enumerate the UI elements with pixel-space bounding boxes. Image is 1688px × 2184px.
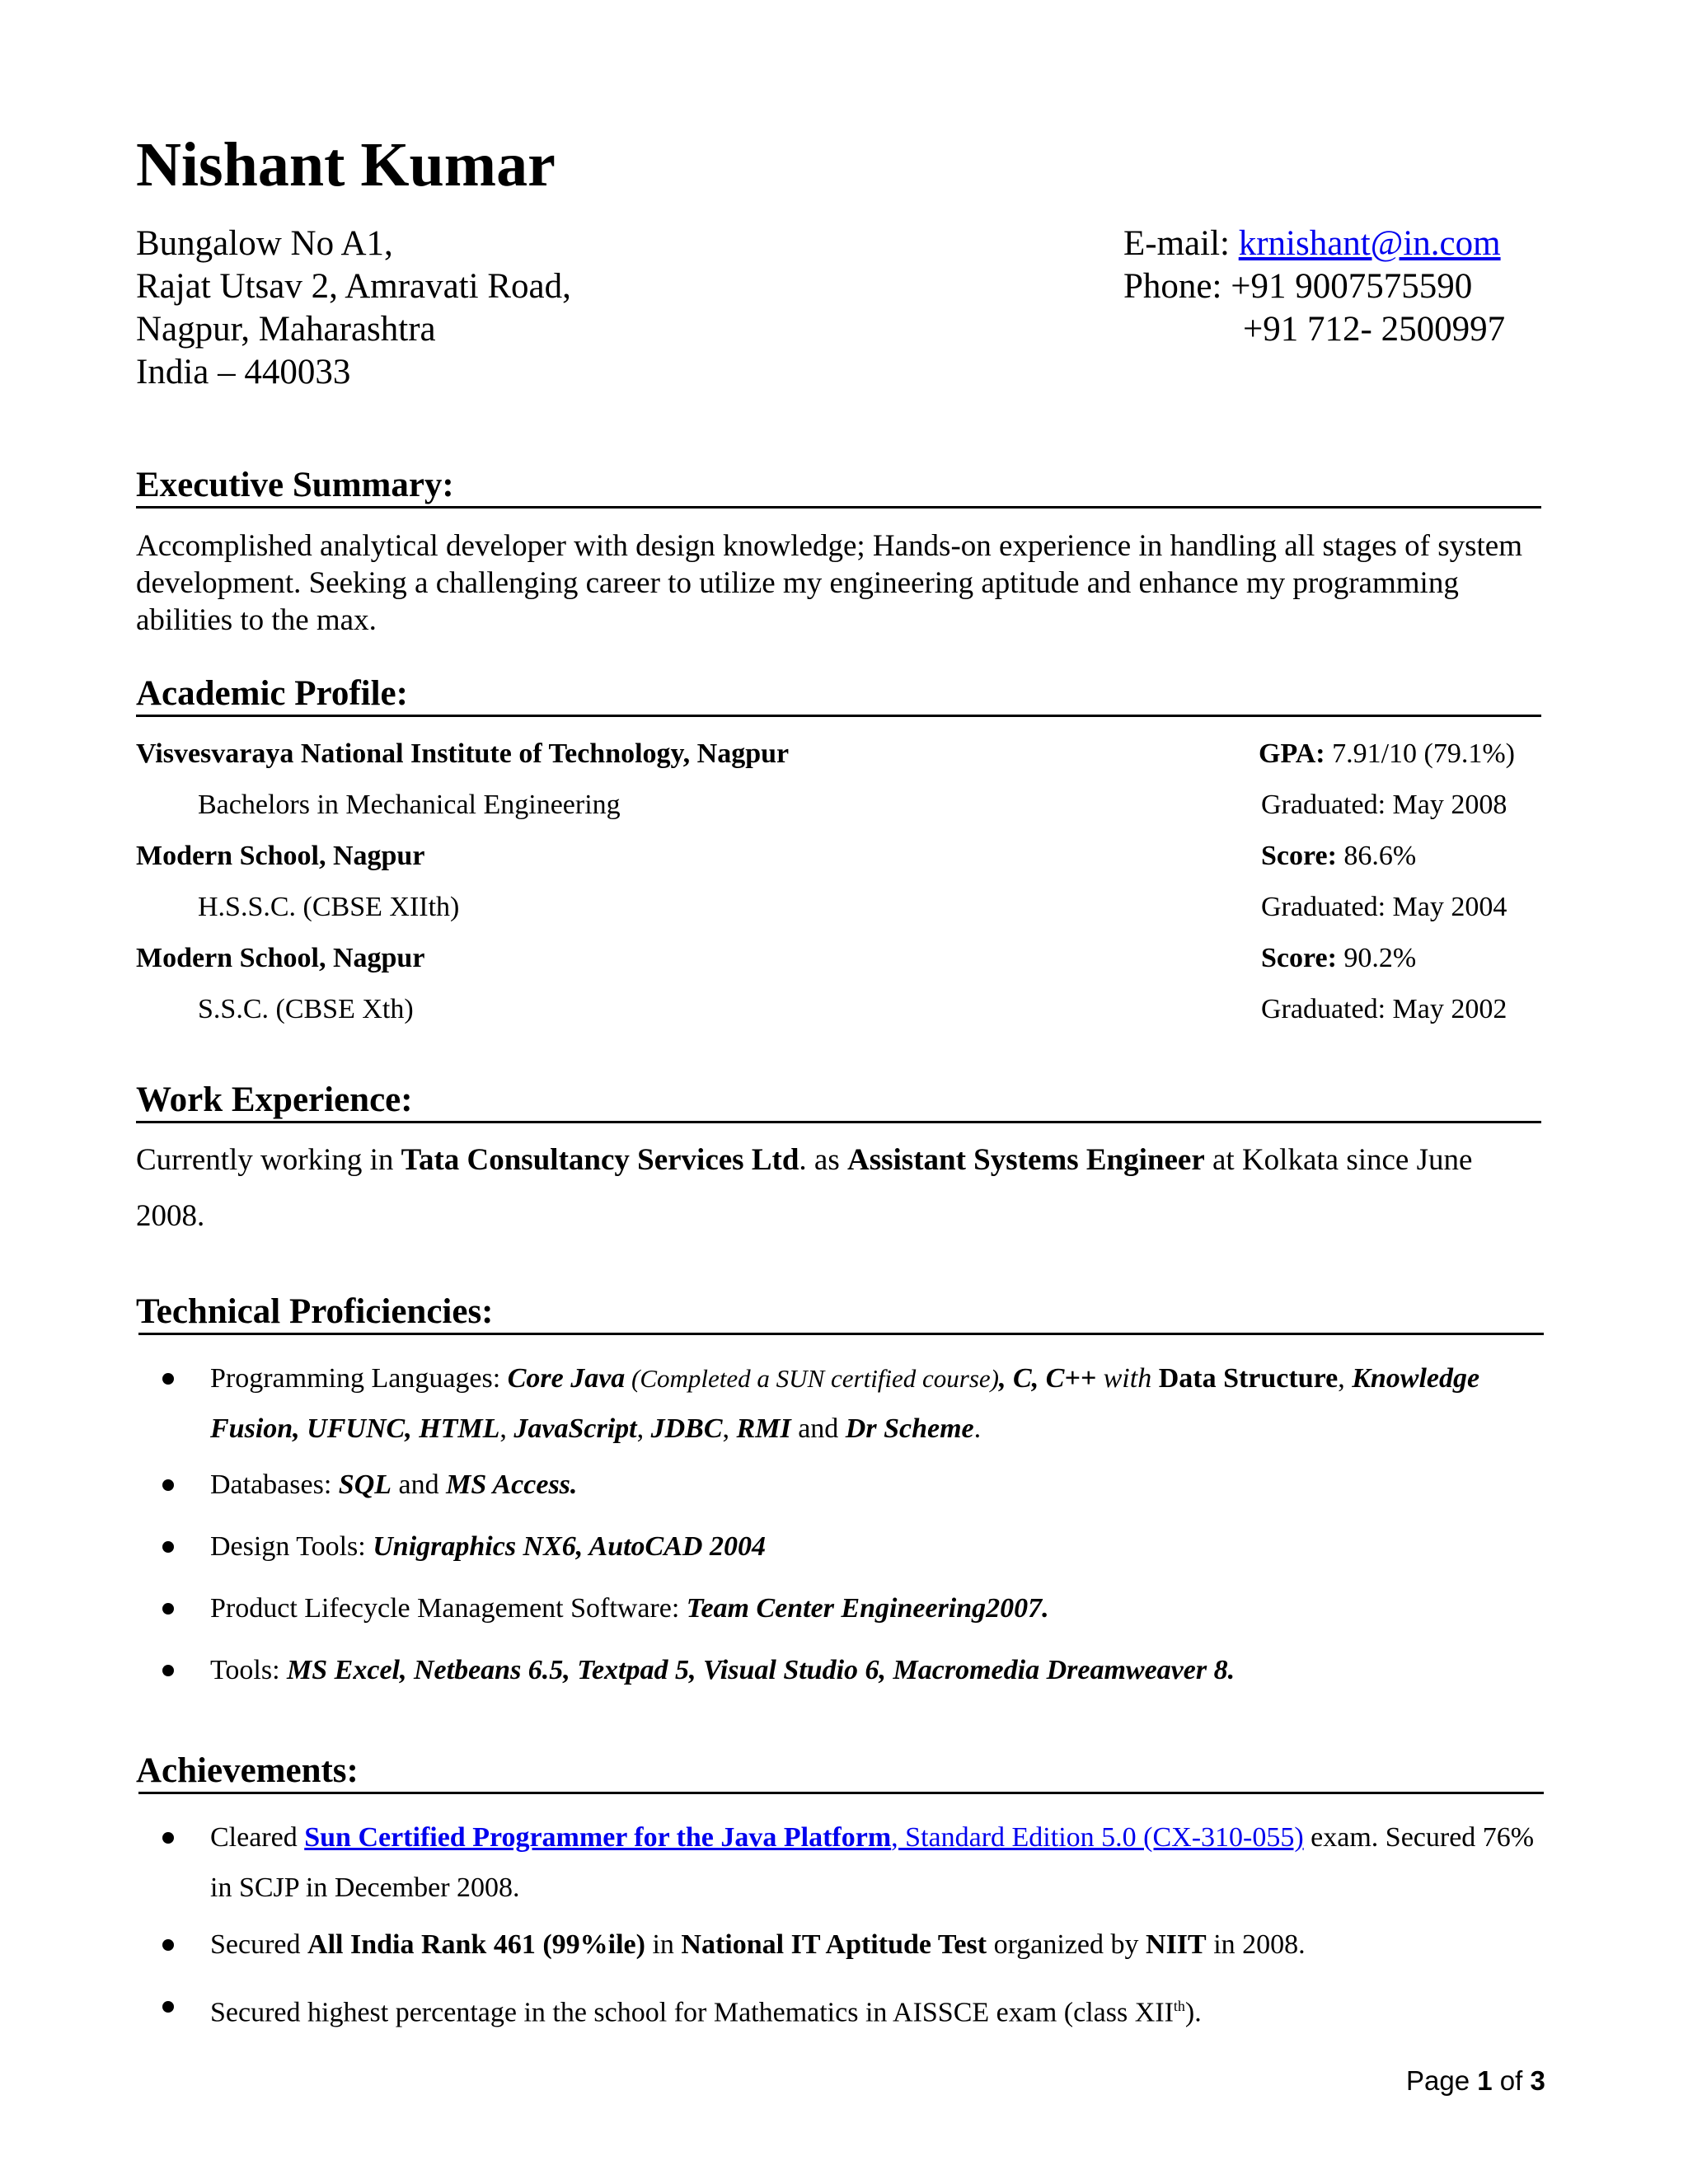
skill-label: Design Tools: bbox=[210, 1531, 373, 1562]
skill-value: Knowledge Fusion, UFUNC, HTML bbox=[210, 1363, 1480, 1444]
skill-value: Team Center Engineering2007. bbox=[686, 1593, 1049, 1624]
work-text-part: at Kolkata since June 2008. bbox=[136, 1143, 1473, 1233]
skill-value: Unigraphics NX6, AutoCAD 2004 bbox=[373, 1531, 766, 1562]
skill-value: JavaScript bbox=[513, 1413, 637, 1444]
skill-programming-languages bbox=[210, 1353, 1545, 1454]
score-label: GPA: bbox=[1259, 738, 1325, 769]
skill-text: , bbox=[636, 1413, 651, 1444]
bullet-icon bbox=[162, 1832, 174, 1844]
achievement-text: in 2008. bbox=[1206, 1929, 1306, 1960]
work-text bbox=[136, 1132, 1537, 1244]
skill-design-tools bbox=[210, 1521, 1545, 1572]
score-line bbox=[1261, 842, 1416, 870]
score-line bbox=[1259, 740, 1515, 768]
skill-value: MS Excel, Netbeans 6.5, Textpad 5, Visual Studio 6, Macromedia Dreamweaver 8. bbox=[287, 1655, 1236, 1685]
company-name: Tata Consultancy Services Ltd bbox=[401, 1143, 799, 1177]
degree-name: H.S.S.C. (CBSE XIIth) bbox=[198, 892, 460, 922]
page-label: Page bbox=[1406, 2065, 1478, 2096]
skill-value: Core Java bbox=[507, 1363, 626, 1394]
bullet-icon bbox=[162, 2001, 174, 2013]
achievement-text: Secured bbox=[210, 1929, 308, 1960]
graduation-date: Graduated: May 2004 bbox=[1261, 892, 1507, 922]
candidate-name: Nishant Kumar bbox=[136, 130, 556, 199]
superscript: th bbox=[1173, 1998, 1185, 2014]
bullet-icon bbox=[162, 1665, 174, 1676]
section-rule bbox=[136, 1121, 1541, 1123]
section-title-technical: Technical Proficiencies: bbox=[136, 1292, 494, 1331]
score-value: 86.6% bbox=[1336, 841, 1417, 871]
skill-value: Data Structure bbox=[1158, 1363, 1339, 1394]
bullet-icon bbox=[162, 1939, 174, 1951]
section-title-academic: Academic Profile: bbox=[136, 674, 408, 713]
bullet-icon bbox=[162, 1479, 174, 1491]
achievement-item bbox=[210, 1812, 1545, 1913]
achievement-text: Cleared bbox=[210, 1822, 305, 1853]
address-line-2: Rajat Utsav 2, Amravati Road, bbox=[136, 267, 571, 306]
email-line bbox=[1123, 226, 1501, 261]
bullet-icon bbox=[162, 1373, 174, 1385]
achievement-text: exam. Secured 76% in SCJP in December 2008. bbox=[210, 1822, 1535, 1903]
skill-text: , bbox=[499, 1413, 514, 1444]
achievement-text: organized by bbox=[987, 1929, 1146, 1960]
bullet-icon bbox=[162, 1541, 174, 1553]
page-number bbox=[1406, 2065, 1545, 2097]
skill-text: with bbox=[1096, 1363, 1159, 1394]
address-line-1: Bungalow No A1, bbox=[136, 224, 393, 263]
phone-label: Phone: bbox=[1123, 267, 1231, 306]
phone-primary: +91 9007575590 bbox=[1231, 267, 1473, 306]
skill-text: and bbox=[392, 1469, 447, 1500]
achievement-text: in bbox=[645, 1929, 682, 1960]
skill-value: RMI bbox=[736, 1413, 791, 1444]
skill-value: SQL bbox=[338, 1469, 392, 1500]
skill-label: Product Lifecycle Management Software: bbox=[210, 1593, 687, 1624]
address-line-3: Nagpur, Maharashtra bbox=[136, 310, 436, 349]
certification-link[interactable]: Sun Certified Programmer for the Java Platform bbox=[304, 1822, 892, 1853]
achievement-highlight: National IT Aptitude Test bbox=[681, 1929, 987, 1960]
skill-value: , C, C++ bbox=[999, 1363, 1097, 1394]
section-rule bbox=[138, 1792, 1544, 1794]
skill-text: , bbox=[1338, 1363, 1353, 1394]
total-pages: 3 bbox=[1530, 2065, 1545, 2096]
skill-label: Databases: bbox=[210, 1469, 339, 1500]
section-title-work: Work Experience: bbox=[136, 1080, 413, 1119]
degree-name: S.S.C. (CBSE Xth) bbox=[198, 994, 414, 1024]
skill-text: . bbox=[973, 1413, 982, 1444]
achievement-text: Secured highest percentage in the school for Mathematics in AISSCE exam (class XII bbox=[210, 1997, 1174, 2028]
phone-secondary: +91 712- 2500997 bbox=[1243, 310, 1506, 349]
section-title-summary: Executive Summary: bbox=[136, 466, 454, 504]
work-text-part: . as bbox=[799, 1143, 847, 1177]
phone-line bbox=[1123, 269, 1472, 304]
graduation-date: Graduated: May 2002 bbox=[1261, 994, 1507, 1024]
skill-tools bbox=[210, 1645, 1545, 1695]
institution-name: Modern School, Nagpur bbox=[136, 943, 425, 973]
achievement-item bbox=[210, 1919, 1545, 1970]
skill-databases bbox=[210, 1460, 1545, 1510]
skill-note: (Completed a SUN certified course) bbox=[625, 1364, 1000, 1393]
skill-value: JDBC bbox=[650, 1413, 723, 1444]
address-line-4: India – 440033 bbox=[136, 353, 351, 391]
score-value: 90.2% bbox=[1336, 943, 1417, 973]
skill-value: Dr Scheme bbox=[845, 1413, 974, 1444]
score-value: 7.91/10 (79.1%) bbox=[1325, 738, 1515, 769]
score-label: Score: bbox=[1261, 943, 1337, 973]
section-rule bbox=[136, 715, 1541, 717]
page-of-label: of bbox=[1492, 2065, 1531, 2096]
achievement-text: ). bbox=[1184, 1997, 1202, 2028]
skill-text: , bbox=[722, 1413, 737, 1444]
skill-value: MS Access. bbox=[446, 1469, 578, 1500]
skill-plm-software bbox=[210, 1583, 1545, 1633]
job-role: Assistant Systems Engineer bbox=[847, 1143, 1205, 1177]
achievement-item bbox=[210, 1981, 1545, 2037]
skill-label: Tools: bbox=[210, 1655, 288, 1685]
score-label: Score: bbox=[1261, 841, 1337, 871]
email-link[interactable]: krnishant@in.com bbox=[1238, 224, 1501, 263]
skill-text: and bbox=[790, 1413, 846, 1444]
summary-text: Accomplished analytical developer with design knowledge; Hands-on experience in handling all stages of system development. Seeking a challenging career to utilize my engineering aptitude and enhance my programming abilities to the max. bbox=[136, 529, 1523, 637]
degree-name: Bachelors in Mechanical Engineering bbox=[198, 790, 621, 820]
section-rule bbox=[136, 506, 1541, 509]
certification-link-detail[interactable]: , Standard Edition 5.0 (CX-310-055) bbox=[891, 1822, 1304, 1853]
achievement-highlight: All India Rank 461 (99%ile) bbox=[307, 1929, 645, 1960]
skill-label: Programming Languages: bbox=[210, 1363, 508, 1394]
achievement-highlight: NIIT bbox=[1146, 1929, 1207, 1960]
section-title-achievements: Achievements: bbox=[136, 1751, 359, 1790]
email-label: E-mail: bbox=[1123, 224, 1239, 263]
institution-name: Modern School, Nagpur bbox=[136, 841, 425, 871]
work-text-part: Currently working in bbox=[136, 1143, 401, 1177]
current-page: 1 bbox=[1477, 2065, 1493, 2096]
graduation-date: Graduated: May 2008 bbox=[1261, 790, 1507, 820]
score-line bbox=[1261, 944, 1416, 972]
bullet-icon bbox=[162, 1603, 174, 1615]
section-rule bbox=[138, 1333, 1544, 1335]
institution-name: Visvesvaraya National Institute of Technology, Nagpur bbox=[136, 738, 790, 769]
